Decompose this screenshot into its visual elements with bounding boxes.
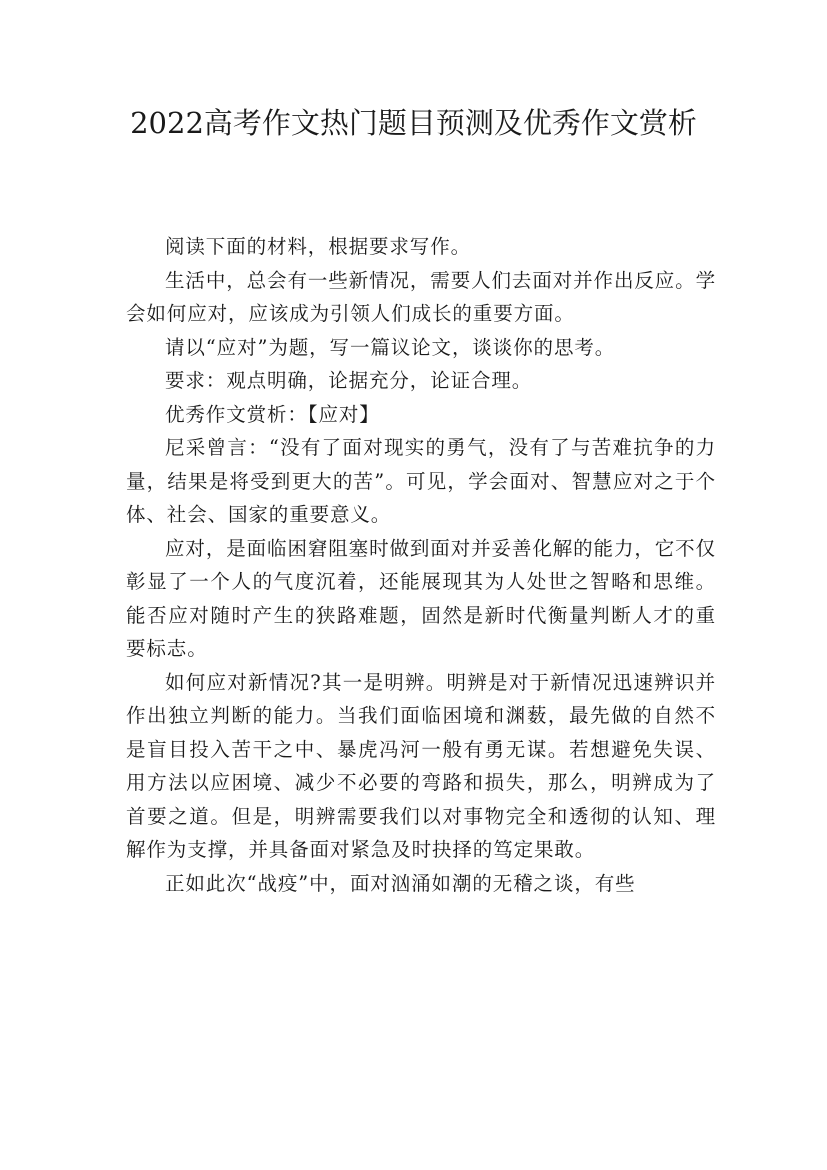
paragraph-material: 生活中，总会有一些新情况，需要人们去面对并作出反应。学会如何应对，应该成为引领人们成长的重要方面。 [126, 268, 716, 325]
document-title: 2022高考作文热门题目预测及优秀作文赏析 [130, 106, 697, 140]
paragraph-definition: 应对，是面临困窘阻塞时做到面对并妥善化解的能力，它不仅彰显了一个人的气度沉着，还能展现其为人处世之智略和思维。能否应对随时产生的狭路难题，固然是新时代衡量判断人才的重要标志。 [126, 536, 716, 660]
paragraph-task: 请以“应对”为题，写一篇议论文，谈谈你的思考。 [165, 335, 616, 359]
paragraph-epidemic: 正如此次“战疫”中，面对汹涌如潮的无稽之谈，有些 [165, 871, 636, 895]
paragraph-instruction: 阅读下面的材料，根据要求写作。 [165, 235, 472, 258]
paragraph-essay-heading: 优秀作文赏析：【应对】 [165, 402, 380, 426]
paragraph-discernment: 如何应对新情况?其一是明辨。明辨是对于新情况迅速辨识并作出独立判断的能力。当我们面临困境和渊薮，最先做的自然不是盲目投入苦干之中、暴虎冯河一般有勇无谋。若想避免失误、用方法以应困境、减少不必要的弯路和损失，那么，明辨成为了首要之道。但是，明辨需要我们以对事物完全和透彻的认知、理解作为支撑，并具备面对紧急及时抉择的笃定果敢。 [126, 670, 716, 861]
paragraph-nietzsche-quote: 尼采曾言：“没有了面对现实的勇气，没有了与苦难抗争的力量，结果是将受到更大的苦”。可见，学会面对、智慧应对之于个体、社会、国家的重要意义。 [126, 436, 716, 526]
document-body [126, 230, 716, 900]
paragraph-requirements: 要求：观点明确，论据充分，论证合理。 [165, 369, 533, 392]
